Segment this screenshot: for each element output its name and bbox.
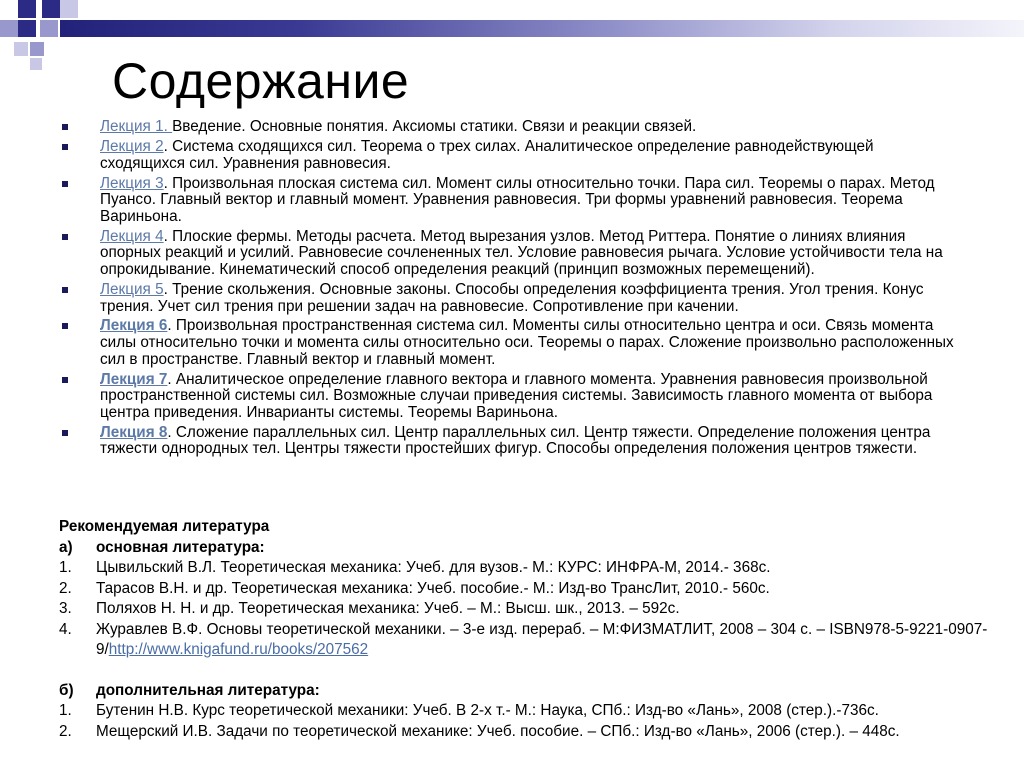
square-bullet-icon (62, 234, 68, 240)
lecture-item-1 (56, 119, 956, 136)
literature-text: Цывильский В.Л. Теоретическая механика: Учеб. для вузов.- М.: КУРС: ИНФРА-М, 2014.- 368с. (96, 559, 771, 576)
square-bullet-icon (62, 287, 68, 293)
lecture-link-6[interactable]: Лекция 6 (100, 317, 168, 335)
list-number: 1. (59, 559, 72, 576)
square-bullet-icon (62, 124, 68, 130)
literature-text: Мещерский И.В. Задачи по теоретической механике: Учеб. пособие. – СПб.: Изд-во «Лань», 2006 (стер.). – 448с. (96, 722, 900, 740)
literature-text: Поляхов Н. Н. и др. Теоретическая механика: Учеб. – М.: Высш. шк., 2013. – 592с. (96, 600, 680, 617)
literature-text: Бутенин Н.В. Курс теоретической механики: Учеб. В 2-х т.- М.: Наука, СПб.: Изд-во «Лань», 2008 (стер.).-736с. (96, 702, 879, 719)
lecture-description: . Сложение параллельных сил. Центр параллельных сил. Центр тяжести. Определение положения центра тяжести однородных тел. Центры тяжести простейших фигур. Способы определения положения центров тяжести. (100, 423, 931, 458)
lecture-link-5[interactable]: Лекция 5 (100, 280, 164, 298)
lecture-link-1[interactable]: Лекция 1. (100, 118, 173, 135)
literature-item (59, 579, 999, 600)
lecture-item-5 (56, 282, 956, 315)
lecture-link-7[interactable]: Лекция 7 (100, 370, 168, 388)
list-number: 4. (59, 620, 72, 638)
lecture-item-3 (56, 176, 956, 226)
lecture-description: . Произвольная пространственная система сил. Моменты силы относительно центра и оси. Связь момента силы относительно точки и момента силы относительно оси. Теоремы о парах. Сложение произвольно расположенных сил в пространстве. Главный вектор и главный момент. (100, 317, 954, 368)
decor-square (42, 0, 60, 18)
literature-item (59, 701, 999, 722)
lecture-description: . Плоские фермы. Методы расчета. Метод вырезания узлов. Метод Риттера. Понятие о линиях влияния опорных реакций и усилий. Равновесие сочлененных тел. Условие равновесия рычага. Условие устойчивости тела на опрокидывание. Кинематический способ определения реакций (принцип возможных перемещений). (100, 227, 943, 278)
literature-text: Тарасов В.Н. и др. Теоретическая механика: Учеб. пособие.- М.: Изд-во ТрансЛит, 2010.- 560с. (96, 579, 770, 597)
lecture-link-8[interactable]: Лекция 8 (100, 423, 168, 441)
lecture-item-8 (56, 425, 956, 458)
literature-section (59, 517, 999, 742)
main-literature-subheading (59, 538, 999, 559)
book-url-link[interactable]: http://www.knigafund.ru/books/207562 (108, 641, 369, 658)
list-number: 2. (59, 722, 72, 740)
subheading-text: основная литература: (96, 538, 265, 556)
square-bullet-icon (62, 144, 68, 150)
lecture-list (56, 119, 956, 461)
subheading-text: дополнительная литература: (96, 681, 320, 699)
list-marker: б) (59, 681, 74, 699)
lecture-description: . Произвольная плоская система сил. Момент силы относительно точки. Пара сил. Теоремы о парах. Метод Пуансо. Главный вектор и главный момент. Уравнения равновесия. Три формы уравнений равновесия. Теорема Вариньона. (100, 174, 935, 225)
square-bullet-icon (62, 430, 68, 436)
lecture-link-2[interactable]: Лекция 2 (100, 137, 164, 155)
lecture-item-2 (56, 139, 956, 172)
list-number: 3. (59, 600, 72, 617)
list-marker: а) (59, 538, 73, 556)
decor-square (18, 20, 36, 37)
spacer (59, 661, 999, 681)
slide-title: Содержание (112, 53, 410, 109)
decor-square (40, 20, 58, 37)
lecture-description: . Система сходящихся сил. Теорема о трех силах. Аналитическое определение равнодействующей сходящихся сил. Уравнения равновесия. (100, 137, 874, 172)
decor-square (18, 0, 36, 18)
literature-heading: Рекомендуемая литература (59, 518, 270, 535)
decor-square (30, 42, 44, 56)
square-bullet-icon (62, 377, 68, 383)
literature-item (59, 620, 999, 661)
literature-item (59, 599, 999, 620)
decor-square (14, 42, 28, 56)
lecture-item-6 (56, 318, 956, 368)
lecture-description: . Трение скольжения. Основные законы. Способы определения коэффициента трения. Угол трения. Конус трения. Учет сил трения при решении задач на равновесие. Сопротивление при качении. (100, 280, 924, 315)
list-number: 1. (59, 702, 72, 719)
header-gradient-bar (60, 20, 1024, 37)
lecture-link-3[interactable]: Лекция 3 (100, 174, 164, 192)
lecture-description: . Аналитическое определение главного вектора и главного момента. Уравнения равновесия произвольной пространственной системы сил. Возможные случаи приведения системы. Зависимость главного момента от выбора центра приведения. Инварианты системы. Теоремы Вариньона. (100, 370, 933, 421)
literature-item (59, 558, 999, 579)
lecture-item-4 (56, 229, 956, 279)
lecture-description: Введение. Основные понятия. Аксиомы статики. Связи и реакции связей. (172, 118, 697, 135)
square-bullet-icon (62, 181, 68, 187)
decor-square (30, 58, 42, 70)
square-bullet-icon (62, 323, 68, 329)
list-number: 2. (59, 579, 72, 597)
decor-square (60, 0, 78, 18)
decor-square (0, 20, 18, 37)
literature-item (59, 722, 999, 743)
literature-text: Журавлев В.Ф. Основы теоретической механики. – 3-е изд. перераб. – М:ФИЗМАТЛИТ, 2008 – 304 с. – ISBN978-5-9221-0907-9/ (96, 620, 988, 658)
lecture-item-7 (56, 372, 956, 422)
extra-literature-subheading (59, 681, 999, 702)
lecture-link-4[interactable]: Лекция 4 (100, 227, 164, 245)
